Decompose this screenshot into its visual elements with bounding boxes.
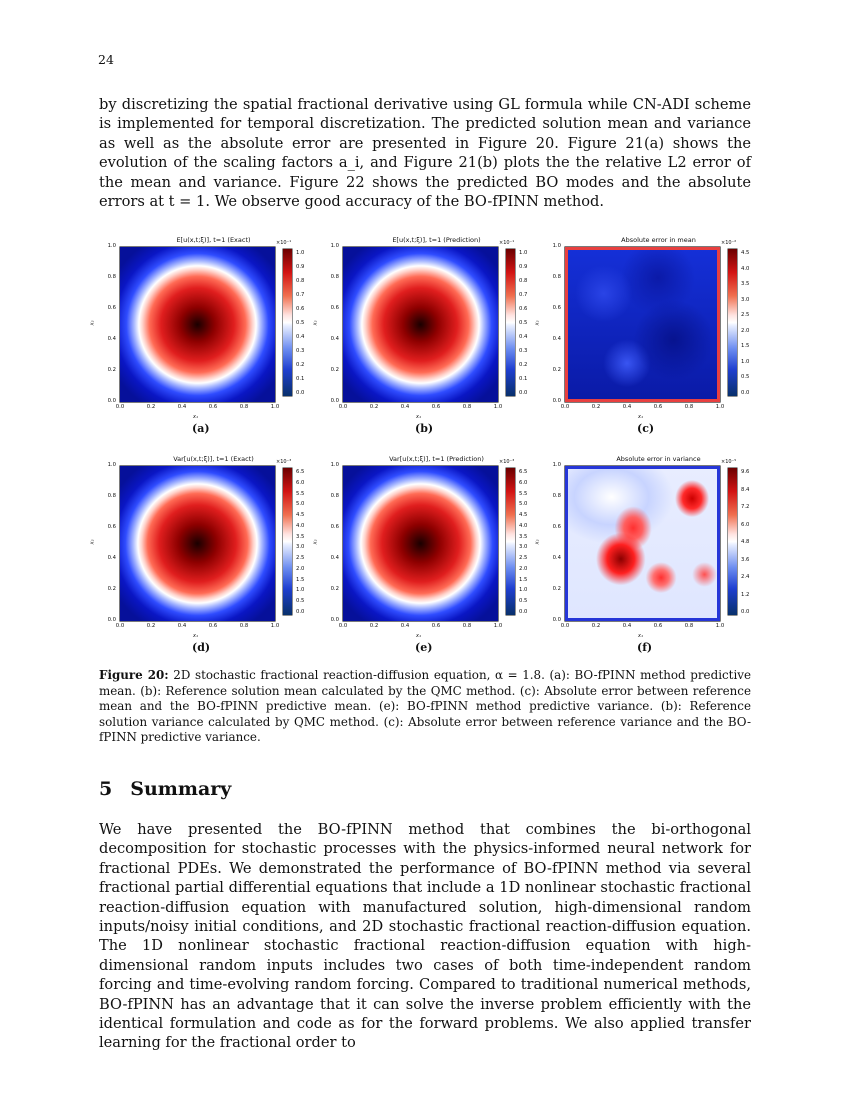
y-tick-label: 1.0 xyxy=(330,462,339,468)
colorbar-tick: 4.5 xyxy=(296,512,305,519)
colorbar xyxy=(283,468,292,615)
y-tick-label: 0.6 xyxy=(107,524,116,530)
panel-letter: (a) xyxy=(192,422,210,435)
colorbar-tick: 6.0 xyxy=(519,479,528,486)
x-tick-label: 0.0 xyxy=(560,623,570,629)
caption-text: 2D stochastic fractional reaction-diffusion equation, α = 1.8. (a): BO-fPINN method predictive mean. (b): Reference solution mean calculated by the QMC method. (c): Absolute error between reference mean and the BO-fPINN predictive mean. (e): BO-fPINN method predictive variance. (b): Reference solution variance calculated by QMC method. (c): Absolute error between reference variance and the BO-fPINN predictive variance. xyxy=(99,668,752,745)
y-tick-label: 1.0 xyxy=(107,243,116,249)
colorbar-tick: 0.5 xyxy=(296,598,305,605)
page-number: 24 xyxy=(98,52,114,67)
intro-paragraph: by discretizing the spatial fractional derivative using GL formula while CN-ADI scheme is implemented for temporal discretization. The predicted solution mean and variance as well as the absolute error are presented in Figure 20. Figure 21(a) shows the evolution of the scaling factors a_i, and Figure 21(b) plots the the relative L2 error of the mean and variance. Figure 22 shows the predicted BO modes and the absolute errors at t = 1. We observe good accuracy of the BO-fPINN method. xyxy=(99,96,751,211)
y-tick-label: 0.2 xyxy=(552,367,561,373)
colorbar-tick: 1.5 xyxy=(296,576,305,583)
x-tick-label: 0.6 xyxy=(653,623,663,629)
colorbar-tick: 4.0 xyxy=(741,265,750,272)
colorbar-tick: 2.0 xyxy=(741,327,750,334)
heatmap-plot xyxy=(565,466,720,621)
y-tick-label: 0.4 xyxy=(552,555,561,561)
section-heading xyxy=(99,778,231,800)
x-tick-label: 0.8 xyxy=(462,404,472,410)
y-tick-label: 0.8 xyxy=(107,493,116,499)
y-tick-label: 1.0 xyxy=(107,462,116,468)
heatmap-plot xyxy=(120,466,275,621)
colorbar-tick: 2.0 xyxy=(296,565,305,572)
colorbar xyxy=(506,468,515,615)
section-number: 5 xyxy=(99,778,113,800)
heatmap-plot xyxy=(343,247,498,402)
colorbar-exponent: ×10⁻³ xyxy=(276,459,292,465)
colorbar-tick: 3.5 xyxy=(519,533,528,540)
colorbar-tick: 0.6 xyxy=(296,306,305,312)
y-tick-label: 0.8 xyxy=(330,274,339,280)
x-tick-label: 0.6 xyxy=(431,623,441,629)
colorbar-tick: 5.0 xyxy=(296,501,305,508)
x-axis-label: x₁ xyxy=(193,633,198,639)
y-tick-label: 0.2 xyxy=(552,586,561,592)
y-tick-label: 0.2 xyxy=(107,586,116,592)
y-tick-label: 1.0 xyxy=(552,462,561,468)
x-axis-label: x₁ xyxy=(638,414,643,420)
x-tick-label: 0.2 xyxy=(146,404,156,410)
colorbar-tick: 9.6 xyxy=(741,469,750,475)
y-tick-label: 1.0 xyxy=(552,243,561,249)
x-tick-label: 0.6 xyxy=(208,404,218,410)
figure-panel xyxy=(89,455,330,654)
colorbar-tick: 0.4 xyxy=(296,334,305,340)
colorbar-tick: 4.0 xyxy=(296,522,305,529)
panel-letter: (b) xyxy=(415,422,434,435)
x-tick-label: 0.4 xyxy=(400,623,410,629)
colorbar-tick: 6.0 xyxy=(296,479,305,486)
y-tick-label: 0.4 xyxy=(552,336,561,342)
colorbar-tick: 0.6 xyxy=(519,306,528,312)
y-tick-label: 0.0 xyxy=(552,617,561,623)
x-tick-label: 0.8 xyxy=(239,404,249,410)
panel-title: Absolute error in variance xyxy=(616,455,701,463)
x-tick-label: 0.2 xyxy=(591,623,601,629)
panel-letter: (f) xyxy=(637,641,653,654)
colorbar-tick: 4.0 xyxy=(519,522,528,529)
colorbar-tick: 3.0 xyxy=(741,296,750,303)
colorbar-tick: 0.2 xyxy=(519,362,528,368)
colorbar-tick: 6.5 xyxy=(296,469,305,475)
y-tick-label: 0.6 xyxy=(552,305,561,311)
x-tick-label: 0.6 xyxy=(653,404,663,410)
x-axis-label: x₁ xyxy=(416,414,421,420)
colorbar-tick: 4.5 xyxy=(741,250,750,256)
y-tick-label: 0.6 xyxy=(330,524,339,530)
colorbar-tick: 0.4 xyxy=(519,334,528,340)
x-tick-label: 0.0 xyxy=(338,404,348,410)
boundary-edge xyxy=(565,247,568,402)
x-tick-label: 0.4 xyxy=(177,404,187,410)
figure-panel xyxy=(534,236,775,435)
heatmap-plot xyxy=(120,247,275,402)
colorbar-tick: 7.2 xyxy=(741,504,750,510)
x-axis-label: x₁ xyxy=(638,633,643,639)
colorbar-tick: 0.5 xyxy=(741,374,750,381)
boundary-edge xyxy=(565,618,720,621)
colorbar-tick: 1.2 xyxy=(741,591,750,598)
y-tick-label: 0.0 xyxy=(552,398,561,404)
y-tick-label: 0.0 xyxy=(330,617,339,623)
y-tick-label: 0.4 xyxy=(330,336,339,342)
colorbar-tick: 3.6 xyxy=(741,556,750,563)
boundary-edge xyxy=(565,466,720,469)
colorbar-tick: 0.9 xyxy=(519,264,528,270)
colorbar-tick: 0.3 xyxy=(519,348,528,354)
y-tick-label: 0.4 xyxy=(107,336,116,342)
y-tick-label: 0.6 xyxy=(330,305,339,311)
panel-title: Absolute error in mean xyxy=(621,236,696,244)
colorbar-tick: 2.5 xyxy=(296,555,305,562)
heatmap-plot xyxy=(343,466,498,621)
y-axis-label: x₂ xyxy=(89,539,96,545)
y-axis-label: x₂ xyxy=(534,539,541,545)
x-tick-label: 0.0 xyxy=(115,623,125,629)
colorbar-tick: 1.0 xyxy=(296,587,305,594)
colorbar xyxy=(283,249,292,396)
colorbar-tick: 0.0 xyxy=(519,609,528,615)
boundary-edge xyxy=(565,466,568,621)
y-tick-label: 0.2 xyxy=(330,586,339,592)
x-tick-label: 0.8 xyxy=(462,623,472,629)
y-tick-label: 0.2 xyxy=(330,367,339,373)
x-tick-label: 1.0 xyxy=(270,404,280,410)
colorbar-exponent: ×10⁻¹ xyxy=(499,240,515,246)
colorbar-tick: 0.2 xyxy=(296,362,305,368)
colorbar-tick: 4.8 xyxy=(741,539,750,545)
x-tick-label: 0.4 xyxy=(400,404,410,410)
colorbar-tick: 0.8 xyxy=(296,278,305,284)
colorbar-tick: 2.0 xyxy=(519,565,528,572)
x-tick-label: 0.0 xyxy=(115,404,125,410)
colorbar-tick: 1.5 xyxy=(519,576,528,583)
colorbar-tick: 0.1 xyxy=(296,376,305,382)
panel-title: E[u(x,t;ξ)], t=1 (Exact) xyxy=(176,236,251,244)
x-tick-label: 0.8 xyxy=(684,404,694,410)
y-tick-label: 0.8 xyxy=(107,274,116,280)
x-axis-label: x₁ xyxy=(416,633,421,639)
colorbar-tick: 5.5 xyxy=(519,490,528,497)
colorbar-tick: 1.0 xyxy=(741,358,750,365)
x-tick-label: 0.8 xyxy=(239,623,249,629)
x-tick-label: 1.0 xyxy=(715,623,725,629)
caption-label: Figure 20: xyxy=(99,668,169,682)
colorbar-tick: 6.5 xyxy=(519,469,528,475)
panel-letter: (d) xyxy=(192,641,211,654)
x-tick-label: 0.6 xyxy=(208,623,218,629)
figure-caption xyxy=(99,668,751,746)
colorbar-tick: 0.7 xyxy=(296,292,305,298)
x-tick-label: 0.8 xyxy=(684,623,694,629)
colorbar-tick: 0.0 xyxy=(296,609,305,615)
summary-paragraph: We have presented the BO-fPINN method that combines the bi-orthogonal decomposition for stochastic processes with the physics-informed neural network for fractional PDEs. We demonstrated the performance of BO-fPINN method via several fractional partial differential equations that include a 1D nonlinear stochastic fractional reaction-diffusion equation with manufactured solution, high-dimensional random inputs/noisy initial conditions, and 2D stochastic fractional reaction-diffusion equation. The 1D nonlinear stochastic fractional reaction-diffusion equation with high-dimensional random inputs includes two cases of both time-independent random forcing and time-evolving random forcing. Compared to traditional numerical methods, BO-fPINN has an advantage that it can solve the inverse problem efficiently with the identical formulation and code as for the forward problems. We also applied transfer learning for the fractional order to xyxy=(99,821,751,1052)
x-tick-label: 1.0 xyxy=(270,623,280,629)
y-axis-label: x₂ xyxy=(89,320,96,326)
colorbar-tick: 6.0 xyxy=(741,521,750,528)
colorbar-tick: 0.7 xyxy=(519,292,528,298)
x-tick-label: 0.2 xyxy=(146,623,156,629)
y-tick-label: 0.8 xyxy=(552,274,561,280)
colorbar-tick: 0.0 xyxy=(741,609,750,615)
figure-panel xyxy=(312,236,553,435)
colorbar-tick: 1.5 xyxy=(741,343,750,350)
x-tick-label: 0.0 xyxy=(338,623,348,629)
colorbar-tick: 2.5 xyxy=(519,555,528,562)
y-tick-label: 0.0 xyxy=(107,398,116,404)
y-tick-label: 0.8 xyxy=(552,493,561,499)
figure-panel xyxy=(312,455,553,654)
x-tick-label: 0.2 xyxy=(591,404,601,410)
x-tick-label: 0.6 xyxy=(431,404,441,410)
figure-panel xyxy=(89,236,330,435)
colorbar-tick: 8.4 xyxy=(741,486,750,493)
x-tick-label: 1.0 xyxy=(493,404,503,410)
colorbar-tick: 5.0 xyxy=(519,501,528,508)
colorbar xyxy=(728,468,737,615)
colorbar-tick: 0.1 xyxy=(519,376,528,382)
colorbar-tick: 3.5 xyxy=(296,533,305,540)
colorbar-tick: 1.0 xyxy=(296,250,305,256)
colorbar-exponent: ×10⁻⁵ xyxy=(721,459,737,465)
colorbar-tick: 2.4 xyxy=(741,574,750,580)
x-tick-label: 0.4 xyxy=(622,404,632,410)
y-tick-label: 1.0 xyxy=(330,243,339,249)
y-axis-label: x₂ xyxy=(312,320,319,326)
colorbar-exponent: ×10⁻² xyxy=(721,240,737,246)
colorbar-tick: 2.5 xyxy=(741,312,750,319)
x-tick-label: 1.0 xyxy=(715,404,725,410)
colorbar-tick: 0.8 xyxy=(519,278,528,284)
colorbar-tick: 0.0 xyxy=(519,390,528,396)
boundary-edge xyxy=(717,247,720,402)
colorbar-tick: 3.0 xyxy=(296,544,305,551)
y-tick-label: 0.0 xyxy=(330,398,339,404)
panel-letter: (c) xyxy=(637,422,655,435)
panel-letter: (e) xyxy=(415,641,433,654)
colorbar xyxy=(728,249,737,396)
colorbar-tick: 0.0 xyxy=(296,390,305,396)
heatmap-plot xyxy=(565,247,720,402)
y-tick-label: 0.0 xyxy=(107,617,116,623)
section-title: Summary xyxy=(130,778,232,800)
y-axis-label: x₂ xyxy=(534,320,541,326)
x-tick-label: 0.2 xyxy=(369,623,379,629)
colorbar-exponent: ×10⁻¹ xyxy=(276,240,292,246)
y-tick-label: 0.8 xyxy=(330,493,339,499)
panel-title: Var[u(x,t;ξ)], t=1 (Exact) xyxy=(173,455,254,463)
figure-panel xyxy=(534,455,775,654)
y-tick-label: 0.6 xyxy=(107,305,116,311)
y-tick-label: 0.4 xyxy=(107,555,116,561)
colorbar-tick: 5.5 xyxy=(296,490,305,497)
colorbar-tick: 4.5 xyxy=(519,512,528,519)
boundary-edge xyxy=(565,399,720,402)
colorbar-tick: 0.5 xyxy=(519,320,528,326)
x-tick-label: 0.2 xyxy=(369,404,379,410)
y-tick-label: 0.2 xyxy=(107,367,116,373)
colorbar-tick: 0.9 xyxy=(296,264,305,270)
colorbar-tick: 1.0 xyxy=(519,587,528,594)
colorbar-tick: 0.0 xyxy=(741,390,750,396)
y-tick-label: 0.6 xyxy=(552,524,561,530)
colorbar-tick: 0.5 xyxy=(296,320,305,326)
boundary-edge xyxy=(565,247,720,250)
colorbar-tick: 3.5 xyxy=(741,281,750,288)
x-tick-label: 1.0 xyxy=(493,623,503,629)
boundary-edge xyxy=(717,466,720,621)
colorbar-tick: 0.3 xyxy=(296,348,305,354)
colorbar-tick: 3.0 xyxy=(519,544,528,551)
y-tick-label: 0.4 xyxy=(330,555,339,561)
panel-title: E[u(x,t;ξ)], t=1 (Prediction) xyxy=(392,236,481,244)
x-tick-label: 0.0 xyxy=(560,404,570,410)
panel-title: Var[u(x,t;ξ)], t=1 (Prediction) xyxy=(389,455,484,463)
x-tick-label: 0.4 xyxy=(177,623,187,629)
colorbar xyxy=(506,249,515,396)
x-tick-label: 0.4 xyxy=(622,623,632,629)
colorbar-tick: 1.0 xyxy=(519,250,528,256)
colorbar-exponent: ×10⁻³ xyxy=(499,459,515,465)
colorbar-tick: 0.5 xyxy=(519,598,528,605)
y-axis-label: x₂ xyxy=(312,539,319,545)
x-axis-label: x₁ xyxy=(193,414,198,420)
